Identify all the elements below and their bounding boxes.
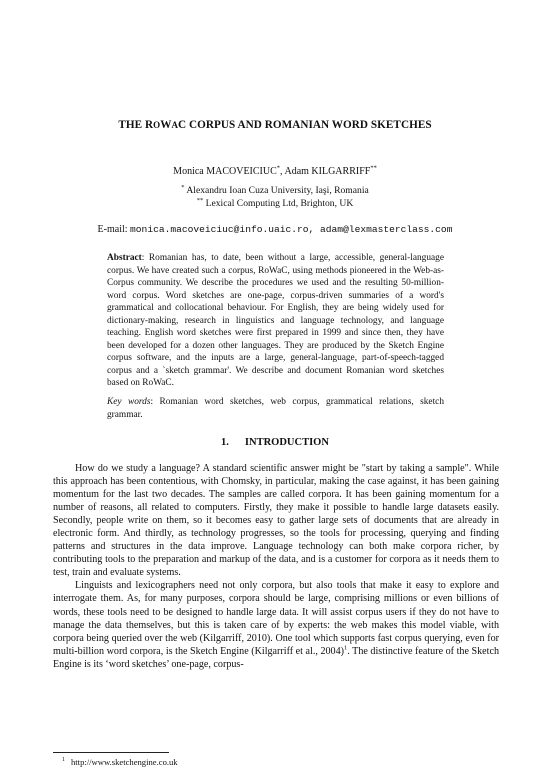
email-addresses[interactable]: monica.macoveiciuc@info.uaic.ro, adam@lexmasterclass.com xyxy=(130,224,453,235)
title-text: C CORPUS AND ROMANIAN WORD SKETCHES xyxy=(178,119,432,131)
affiliation-1 xyxy=(0,185,550,196)
title-text: O xyxy=(153,120,161,130)
abstract-text: : Romanian has, to date, been without a large, accessible, general-language corpus. We have created such a corpus, RoWaC, using methods pioneered in the Web-as-Corpus community. We describe the procedures we used and the resulting 50-million-word corpus. Word sketches are one-page, corpus-driven summaries of a word's grammatical and collocational behaviour. For English, they are being widely used for dictionary-making, research in linguistics and language technology, and language teaching. English word sketches were first prepared in 1999 and since then, they have been developed for a dozen other languages. They are produced by the Sketch Engine corpus software, and the inputs are a large, general-language, part-of-speech-tagged corpus and a `sketch grammar'. We describe and document Romanian word sketches based on RoWaC. xyxy=(107,253,444,389)
keywords-paragraph xyxy=(107,396,444,421)
abstract-paragraph xyxy=(107,252,444,390)
footnote-url[interactable]: http://www.sketchengine.co.uk xyxy=(71,757,178,767)
title-text: A xyxy=(171,120,179,130)
affiliation-mark: * xyxy=(276,164,281,172)
title-text: THE R xyxy=(118,119,154,131)
affiliation-text: Alexandru Ioan Cuza University, Iaşi, Romania xyxy=(186,185,369,196)
section-number: 1. xyxy=(221,437,229,448)
section-title: INTRODUCTION xyxy=(244,437,329,448)
author-line xyxy=(0,166,550,177)
author-name: Adam KILGARRIFF xyxy=(284,166,371,177)
email-line xyxy=(0,224,550,235)
body-text xyxy=(53,462,499,671)
email-label: E-mail: xyxy=(97,224,131,235)
footnote-ref[interactable]: 1 xyxy=(344,644,348,652)
section-heading xyxy=(0,437,550,448)
author-name: Monica MACOVEICIUC xyxy=(173,166,277,177)
footnote xyxy=(62,757,178,767)
keywords-label: Key words xyxy=(107,397,151,408)
footnote-divider xyxy=(53,752,169,753)
body-text-segment: Linguists and lexicographers need not only corpora, but also tools that make it easy to explore and interrogate them. As, for many purposes, corpora should be large, comprising millions or even billions of words, these tools need to be designed to handle large data. It will assist corpus users if they do not have to manage the data themselves, but this is taken care of by experts: the web makes this model viable, with corpora being queried over the web (Kilgarriff, 2010). One tool which supports fast corpus querying, even for multi-billion word corpora, is the Sketch Engine (Kilgarriff et al., 2004) xyxy=(53,580,499,657)
author-separator: , xyxy=(280,166,285,177)
affiliation-mark: * xyxy=(181,183,185,191)
affiliation-mark: ** xyxy=(196,196,204,204)
title-text: W xyxy=(160,119,172,131)
body-text-segment: . The distinctive feature of the Sketch Engine is its ‘word sketches’ one-page, corpus- xyxy=(53,645,499,670)
keywords-text: : Romanian word sketches, web corpus, grammatical relations, sketch grammar. xyxy=(107,397,444,420)
affiliation-mark: ** xyxy=(370,164,377,172)
body-paragraph: How do we study a language? A standard scientific answer might be "start by taking a sample". While this approach has been contentious, with Chomsky, in particular, making the case against, it has been gaining momentum for the last two decades. The samples are called corpora. It has been gaining momentum for a number of reasons, all related to computers. Firstly, they make it possible to handle large datasets easily. Secondly, people write on them, so it becomes easy to gather large sets of documents that are already in electronic form. And thirdly, as technology progresses, so the tools for processing, querying and finding patterns and structures in the data improve. Language technology can both make corpora richer, by contributing tools to the preparation and markup of the data, and is a customer for corpora as it needs them to test, train and evaluate systems. xyxy=(53,463,499,579)
footnote-mark: 1 xyxy=(62,757,65,764)
affiliation-2 xyxy=(0,198,550,209)
abstract-label: Abstract xyxy=(107,253,142,263)
body-paragraph xyxy=(53,579,499,670)
abstract-block xyxy=(107,252,444,421)
affiliation-text: Lexical Computing Ltd, Brighton, UK xyxy=(205,198,354,209)
paper-title xyxy=(0,119,550,131)
